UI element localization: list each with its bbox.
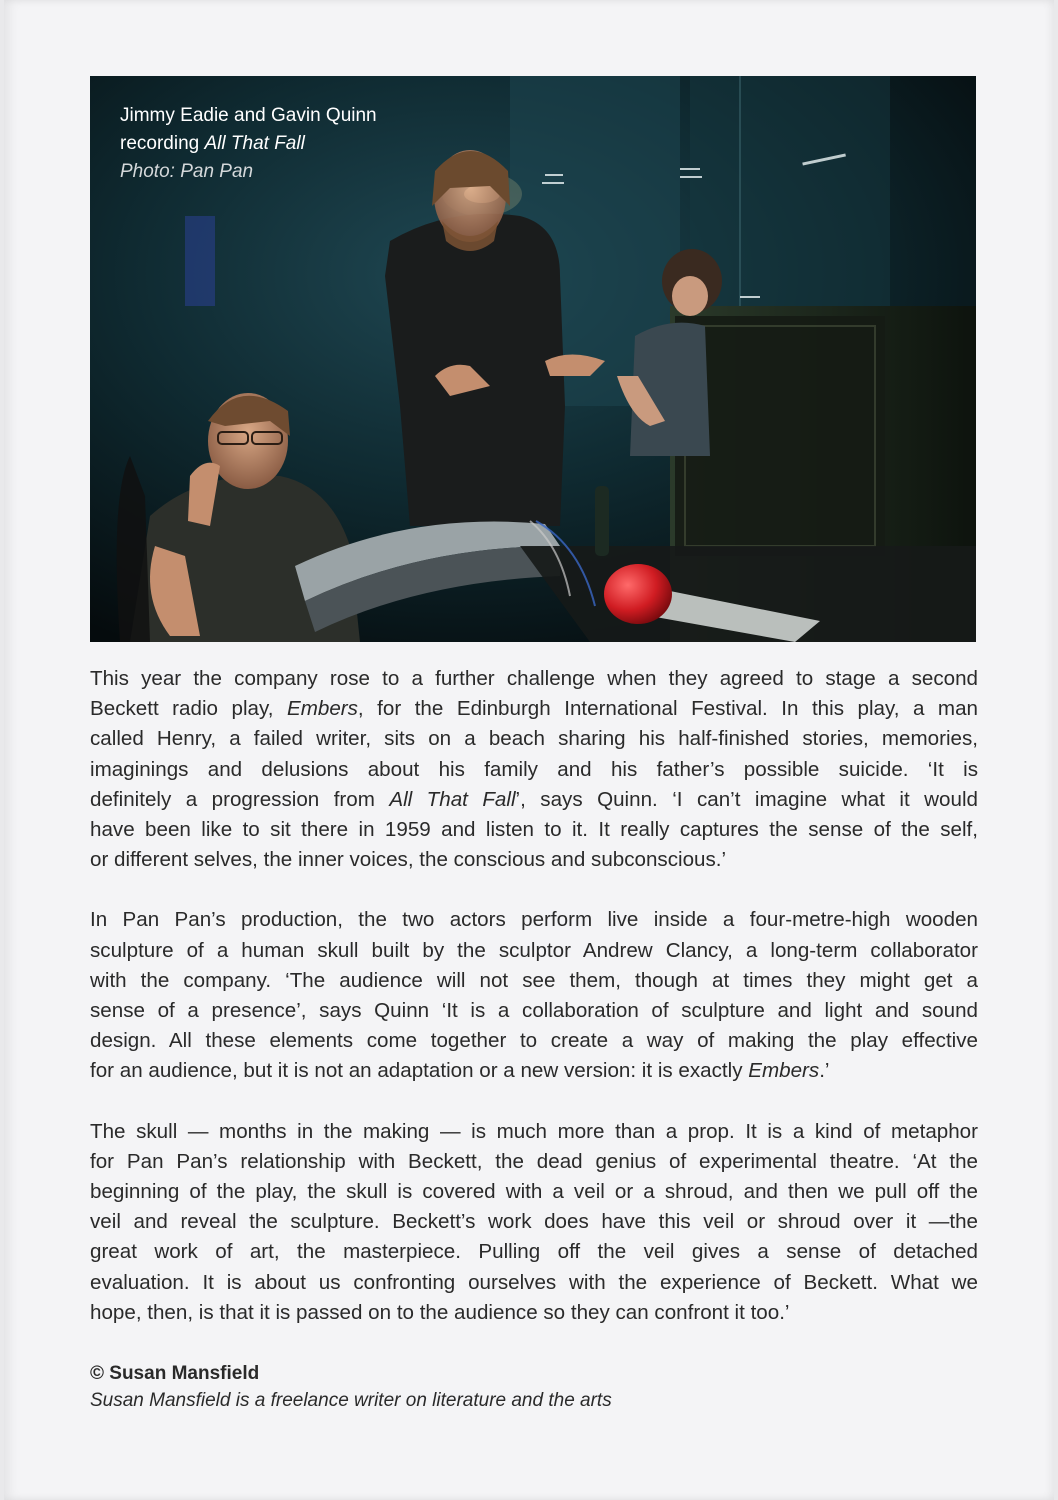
caption-names: Jimmy Eadie and Gavin Quinn bbox=[120, 105, 377, 126]
text-segment: definitely a progression from bbox=[90, 787, 390, 811]
italic-title: Embers bbox=[748, 1059, 820, 1083]
text-line: sculpture of a human skull built by the sculptor Andrew Clancy, a long-term collaborator bbox=[90, 938, 978, 962]
author-copyright: © Susan Mansfield bbox=[90, 1363, 260, 1384]
text-line: In Pan Pan’s production, the two actors perform live inside a four-metre-high wooden bbox=[90, 908, 978, 932]
paragraph-3 bbox=[90, 1117, 978, 1328]
text-line bbox=[90, 1056, 978, 1086]
text-line bbox=[90, 785, 978, 815]
text-line: hope, then, is that it is passed on to the audience so they can confront it too.’ bbox=[90, 1300, 790, 1324]
byline bbox=[90, 1360, 612, 1414]
text-line: or different selves, the inner voices, the conscious and subconscious.’ bbox=[90, 848, 727, 872]
text-line: imaginings and delusions about his family and his father’s possible suicide. ‘It is bbox=[90, 757, 978, 781]
italic-title: All That Fall bbox=[389, 787, 516, 811]
text-segment: ’, says Quinn. ‘I can’t imagine what it would bbox=[515, 787, 978, 811]
author-bio: Susan Mansfield is a freelance writer on literature and the arts bbox=[90, 1390, 612, 1411]
paragraph-2 bbox=[90, 905, 978, 1086]
caption-recording bbox=[120, 130, 377, 158]
text-line bbox=[90, 694, 978, 724]
italic-title: Embers bbox=[286, 697, 358, 721]
text-line: evaluation. It is about us confronting ourselves with the experience of Beckett. What we bbox=[90, 1270, 978, 1294]
text-line: for Pan Pan’s relationship with Beckett, the dead genius of experimental theatre. ‘At the bbox=[90, 1149, 978, 1173]
caption-play-title: All That Fall bbox=[204, 133, 305, 154]
caption-recording-text: recording bbox=[120, 133, 205, 154]
paragraph-1 bbox=[90, 664, 978, 875]
page bbox=[4, 0, 1054, 1500]
recording-photo bbox=[90, 76, 976, 642]
text-line: with the company. ‘The audience will not see them, though at times they might get a bbox=[90, 968, 978, 992]
text-line: The skull — months in the making — is much more than a prop. It is a kind of metaphor bbox=[90, 1119, 978, 1143]
text-line: beginning of the play, the skull is covered with a veil or a shroud, and then we pull off the bbox=[90, 1180, 978, 1204]
text-line: design. All these elements come together to create a way of making the play effective bbox=[90, 1029, 978, 1053]
text-line: great work of art, the masterpiece. Pulling off the veil gives a sense of detached bbox=[90, 1240, 978, 1264]
text-segment: , for the Edinburgh International Festival. In this play, a man bbox=[357, 697, 978, 721]
text-segment: Beckett radio play, bbox=[90, 697, 287, 721]
text-line: veil and reveal the sculpture. Beckett’s work does have this veil or shroud over it —the bbox=[90, 1210, 978, 1234]
text-segment: .’ bbox=[819, 1059, 830, 1083]
article-body bbox=[90, 664, 978, 1328]
photo-credit: Photo: Pan Pan bbox=[120, 161, 254, 182]
text-line: called Henry, a failed writer, sits on a beach sharing his half-finished stories, memories, bbox=[90, 727, 978, 751]
text-segment: for an audience, but it is not an adaptation or a new version: it is exactly bbox=[90, 1059, 749, 1083]
photo-caption bbox=[120, 102, 377, 186]
text-line: sense of a presence’, says Quinn ‘It is a collaboration of sculpture and light and sound bbox=[90, 999, 978, 1023]
text-line: have been like to sit there in 1959 and listen to it. It really captures the sense of the self, bbox=[90, 818, 978, 842]
text-line: This year the company rose to a further challenge when they agreed to stage a second bbox=[90, 667, 978, 690]
